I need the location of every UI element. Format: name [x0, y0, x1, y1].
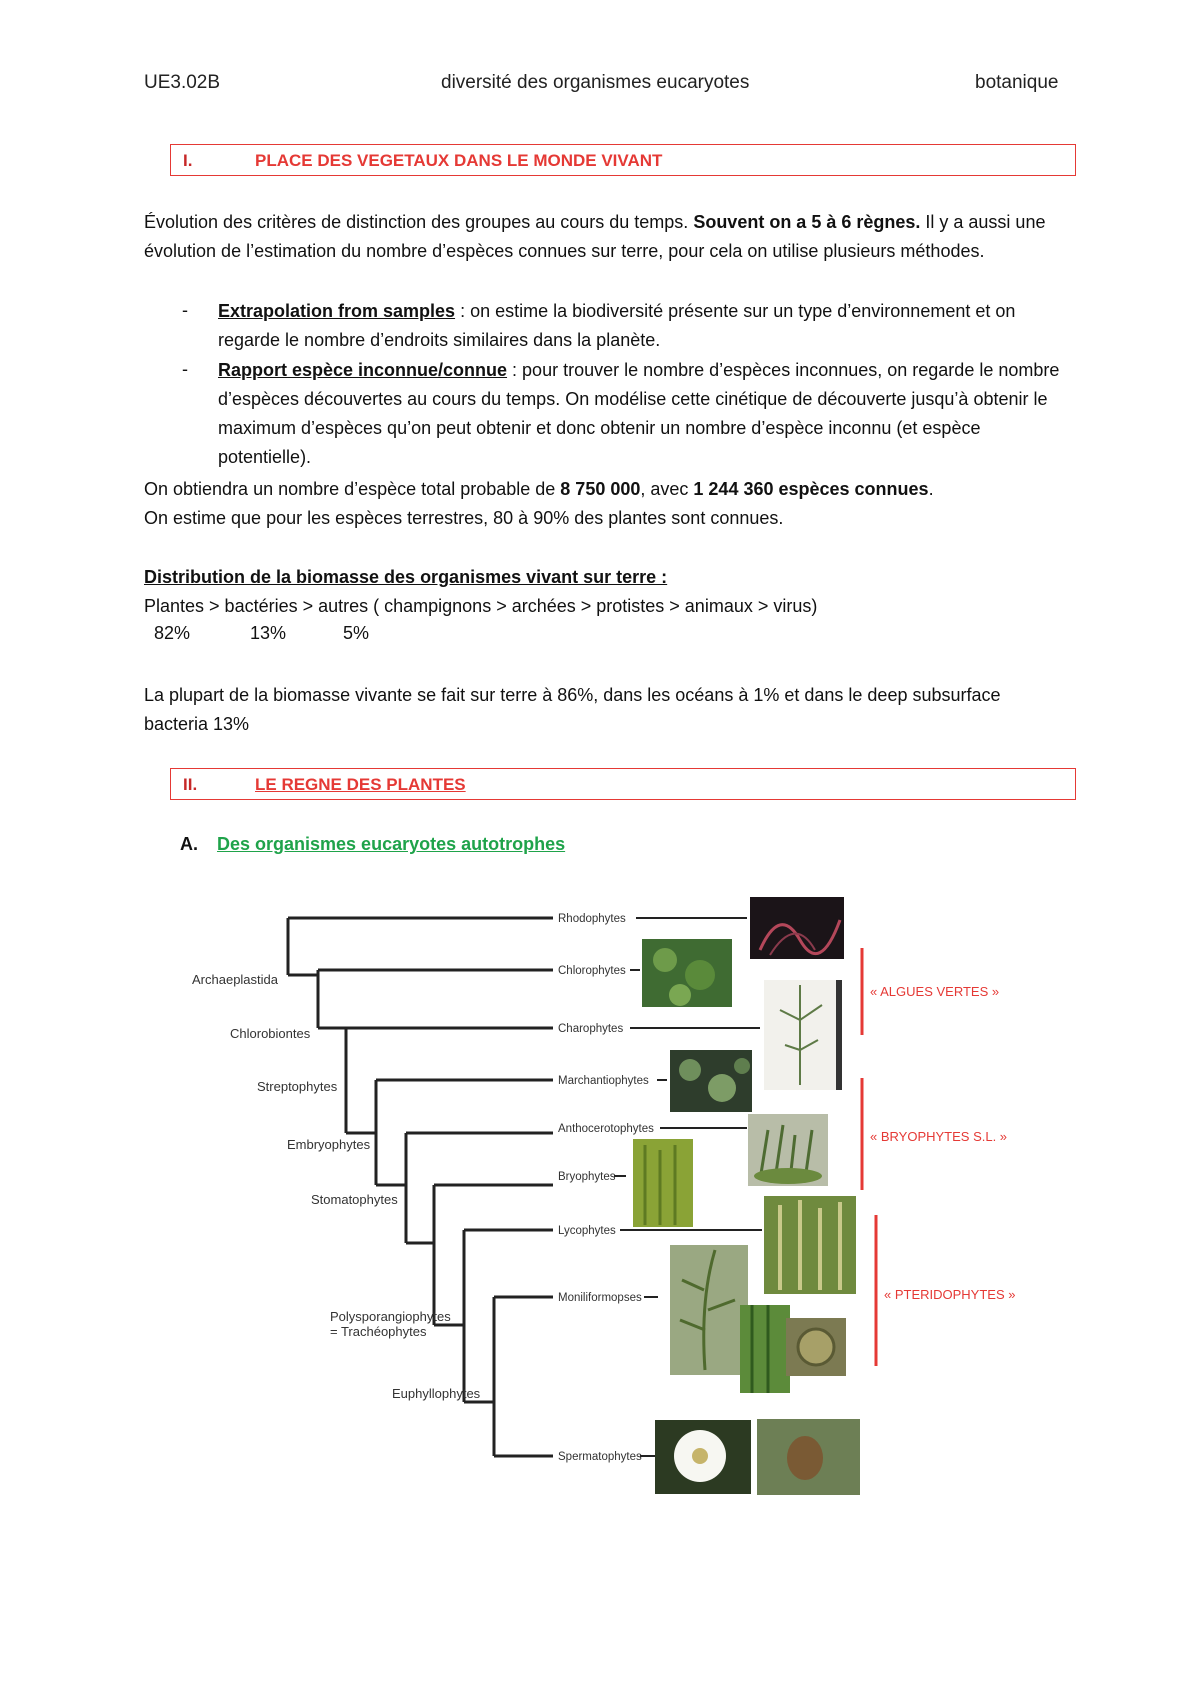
bullet-text: : pour trouver le nombre d’espèces inconnues, on regarde le nombre d’espèces découvertes au cours du temps. On modélise cette cinétique de découverte jusqu’à obtenir le maximum d’espèces qu’on peut obtenir et donc obtenir un nombre d’espèce inconnu (et espèce potentielle). [218, 360, 1060, 467]
taxon-label: Chlorophytes [558, 965, 626, 977]
leader-lines [614, 918, 762, 1456]
clade-label: Polysporangiophytes [330, 1309, 451, 1324]
terrestrial-line: On estime que pour les espèces terrestres, 80 à 90% des plantes sont connues. [144, 508, 784, 528]
subsection-letter: A. [180, 834, 198, 854]
estimate-text: . [928, 479, 934, 499]
intro-text-c: Il y a aussi une évolution de l’estimation du nombre d’espèces connues sur terre, pour cela on utilise plusieurs méthodes. [144, 212, 1046, 261]
biomass-paragraph: La plupart de la biomasse vivante se fait sur terre à 86%, dans les océans à 1% et dans le deep subsurface bacteria 13% [144, 685, 1001, 734]
bullet-item [218, 297, 1078, 355]
bullet-dash: - [182, 359, 188, 379]
pct-plants: 82% [154, 623, 191, 643]
header-title: diversité des organismes eucaryotes [441, 72, 750, 93]
taxon-label: Moniliformopses [558, 1292, 642, 1304]
distribution-title: Distribution de la biomasse des organismes vivant sur terre : [144, 567, 668, 587]
bullet-term: Extrapolation from samples [218, 301, 456, 321]
subsection-title: Des organismes eucaryotes autotrophes [217, 834, 566, 854]
photo-anthocerotophytes [748, 1114, 828, 1186]
section-2-number: II. [183, 775, 198, 794]
taxon-labels [558, 913, 654, 1463]
intro-text-bold: Souvent on a 5 à 6 règnes. [693, 212, 921, 232]
group-brackets [862, 948, 876, 1366]
bullet-text: : on estime la biodiversité présente sur un type d’environnement et on regarde le nombre d’endroits similaires dans la planète. [218, 301, 1016, 350]
header-course-code: UE3.02B [144, 72, 221, 93]
clade-labels [192, 972, 481, 1401]
clade-label: Chlorobiontes [230, 1026, 311, 1041]
header-subject: botanique [975, 72, 1059, 93]
intro-paragraph [144, 208, 1074, 266]
group-label: « PTERIDOPHYTES » [884, 1287, 1016, 1302]
photo-lycophytes [764, 1196, 856, 1294]
photo-marchantiophytes [670, 1050, 752, 1112]
clade-label: Euphyllophytes [392, 1386, 481, 1401]
section-2-heading [170, 768, 1076, 800]
taxon-label: Rhodophytes [558, 913, 626, 925]
estimate-line [144, 475, 1074, 504]
distribution-line: Plantes > bactéries > autres ( champignons > archées > protistes > animaux > virus) [144, 596, 818, 616]
taxon-label: Bryophytes [558, 1171, 616, 1183]
taxon-label: Anthocerotophytes [558, 1123, 654, 1135]
photo-rhodophytes [750, 897, 844, 959]
pct-bacteria: 13% [250, 623, 287, 643]
bullet-dash: - [182, 300, 188, 320]
estimate-text: On obtiendra un nombre d’espèce total probable de [144, 479, 561, 499]
bullet-item [218, 356, 1078, 472]
estimate-total: 8 750 000 [560, 479, 641, 499]
taxon-label: Lycophytes [558, 1225, 616, 1237]
estimate-text: , avec [640, 479, 694, 499]
clade-label: = Trachéophytes [330, 1324, 427, 1339]
clade-label: Streptophytes [257, 1079, 338, 1094]
section-1-heading [170, 144, 1076, 176]
taxon-label: Spermatophytes [558, 1451, 642, 1463]
intro-text-a: Évolution des critères de distinction des groupes au cours du temps. [144, 212, 694, 232]
taxon-label: Marchantiophytes [558, 1075, 649, 1087]
clade-label: Embryophytes [287, 1137, 371, 1152]
estimate-known: 1 244 360 espèces connues [693, 479, 929, 499]
photo-spermatophytes [655, 1419, 860, 1495]
group-labels [870, 984, 1015, 1302]
section-1-title: PLACE DES VEGETAUX DANS LE MONDE VIVANT [255, 151, 663, 170]
section-1-number: I. [183, 151, 193, 170]
clade-label: Archaeplastida [192, 972, 278, 987]
taxon-label: Charophytes [558, 1023, 624, 1035]
group-label: « ALGUES VERTES » [870, 984, 1000, 999]
bullet-term: Rapport espèce inconnue/connue [218, 360, 508, 380]
tree-branches [288, 918, 553, 1456]
photo-chlorophytes [642, 939, 732, 1007]
pct-others: 5% [343, 623, 370, 643]
photo-charophytes [764, 980, 842, 1090]
clade-label: Stomatophytes [311, 1192, 398, 1207]
photo-bryophytes [633, 1139, 693, 1227]
section-2-title: LE REGNE DES PLANTES [255, 775, 466, 794]
group-label: « BRYOPHYTES S.L. » [870, 1129, 1008, 1144]
photo-moniliformopses [670, 1245, 846, 1393]
